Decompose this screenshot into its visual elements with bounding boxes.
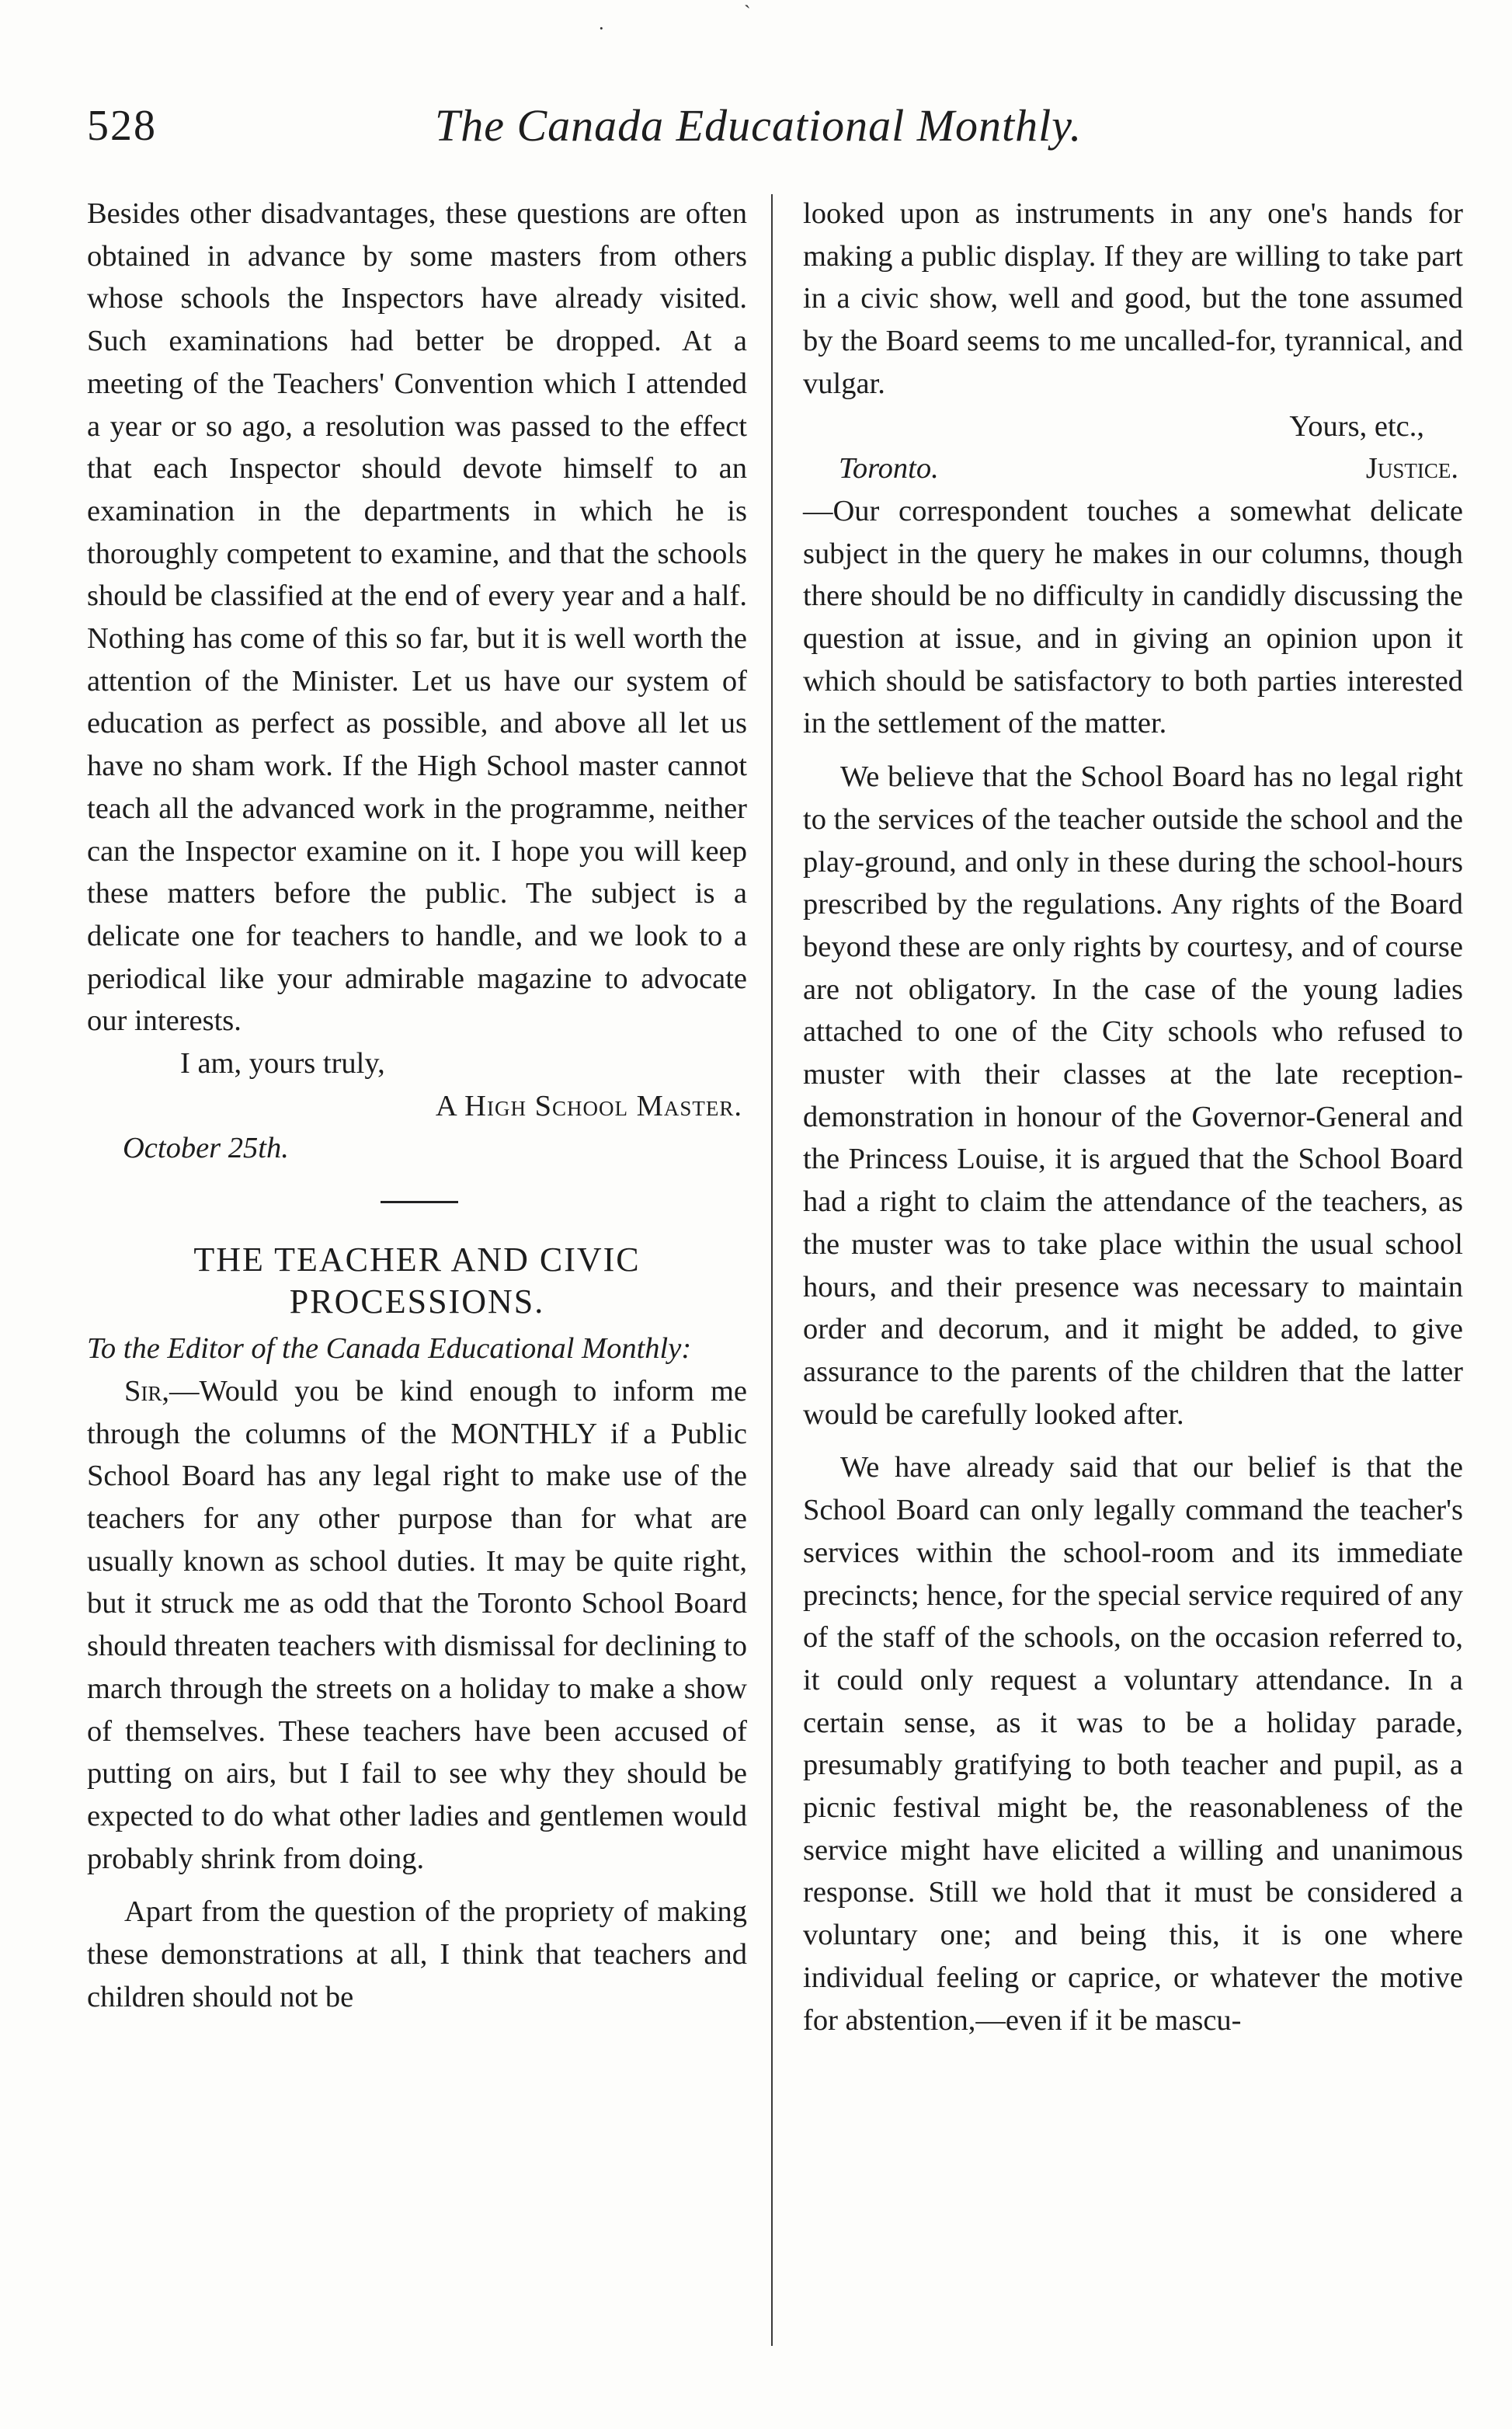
letter-opening-word: Sir, (124, 1374, 170, 1408)
letter-closing: I am, yours truly, (180, 1047, 385, 1081)
page-number: 528 (87, 102, 157, 150)
scan-speck: ` (744, 2, 751, 24)
letter-signature: A High School Master. (435, 1089, 742, 1122)
article-heading: THE TEACHER AND CIVIC PROCESSIONS. (193, 1241, 641, 1321)
letter-body-text: —Would you be kind enough to inform me through the columns of the MONTHLY if a Public School Board has any legal right to make use of the teachers for any other purpose than for what are usually known as school duties. It may be quite right, but it struck me as odd that the Toronto School Board should threaten teachers with dismissal for declining to march through the streets on a holiday to make a show of themselves. These teachers have been accused of putting on airs, but I fail to see why they should be expected to do what other ladies and gentlemen would probably shrink from doing. (87, 1374, 748, 1875)
editorial-paragraph-voluntary: We have already said that our belief is that the School Board can only legally command the teacher's services within the school-room and its immediate precincts; hence, for the special service required of any of the staff of the schools, on the occasion referred to, it could only request a voluntary attendance. In a certain sense, as it was to be a holiday parade, presumably gratifying to both teacher and pupil, as a picnic festival might be, the reasonableness of the service might have elicited a willing and unanimous response. Still we hold that it must be considered a voluntary one; and being this, it is one where individual feeling or caprice, or whatever the motive for abstention,—even if it be mascu- (803, 1451, 1463, 2037)
running-title: The Canada Educational Monthly. (435, 100, 1083, 151)
letter-continuation: looked upon as instruments in any one's hands for making a public display. If they are willing to take part in a civic show, well and good, but the tone assumed by the Board seems to me uncalled-for, tyrannical, and vulgar. (803, 197, 1463, 400)
scan-speck: · (598, 17, 605, 40)
signature-row (803, 447, 1463, 490)
paragraph-propriety: Apart from the question of the propriety of making these demonstrations at all, I think that teachers and children should not be (87, 1895, 747, 2013)
section-divider (381, 1201, 458, 1203)
column-rule (771, 194, 773, 2346)
paragraph-inspectors: Besides other disadvantages, these questions are often obtained in advance by some masters from others whose schools the Inspectors have already visited. Such examinations had better be dropped. At a meeting of the Teachers' Convention which I attended a year or so ago, a resolution was passed to the effect that each Inspector should devote himself to an examination in the departments in which he is thoroughly competent to examine, and that the schools should be classified at the end of every year and a half. Nothing has come of this so far, but it is well worth the attention of the Minister. Let us have our system of education as perfect as possible, and above all let us have no sham work. If the High School master cannot teach all the advanced work in the programme, neither can the Inspector examine on it. I hope you will keep these matters before the public. The subject is a delicate one for teachers to handle, and we look to a periodical like your admirable magazine to advocate our interests. (87, 197, 747, 1038)
letter-date: October 25th. (123, 1132, 289, 1165)
editorial-paragraph-legal-right: We believe that the School Board has no legal right to the services of the teacher outside the school and the play-ground, and only in these during the school-hours prescribed by the regulations. Any rights of the Board beyond these are only rights by courtesy, and of course are not obligatory. In the case of the young ladies attached to one of the City schools who refused to muster with their classes at the late reception-demonstration in honour of the Governor-General and the Princess Louise, it is argued that the School Board had a right to claim the attendance of the teachers, as the muster was to take place within the usual school hours, and their presence was necessary to maintain order and decorum, and it might be added, to give assurance to the parents of the children that the latter would be carefully looked after. (803, 760, 1463, 1431)
letter-place: Toronto. (839, 452, 939, 485)
letter-signature-justice: Justice. (1365, 452, 1458, 485)
letter-salutation: To the Editor of the Canada Educational Monthly: (87, 1332, 692, 1366)
letter-valediction: Yours, etc., (1289, 409, 1424, 443)
right-column (803, 193, 1463, 2041)
left-column (87, 193, 747, 2018)
letter-body (87, 1370, 747, 1880)
editorial-reply-intro: —Our correspondent touches a somewhat delicate subject in the query he makes in our columns, though there should be no difficulty in candidly discussing the question at issue, and in giving an opinion upon it which should be satisfactory to both parties interested in the settlement of the matter. (803, 494, 1463, 740)
page-header (0, 93, 1512, 163)
